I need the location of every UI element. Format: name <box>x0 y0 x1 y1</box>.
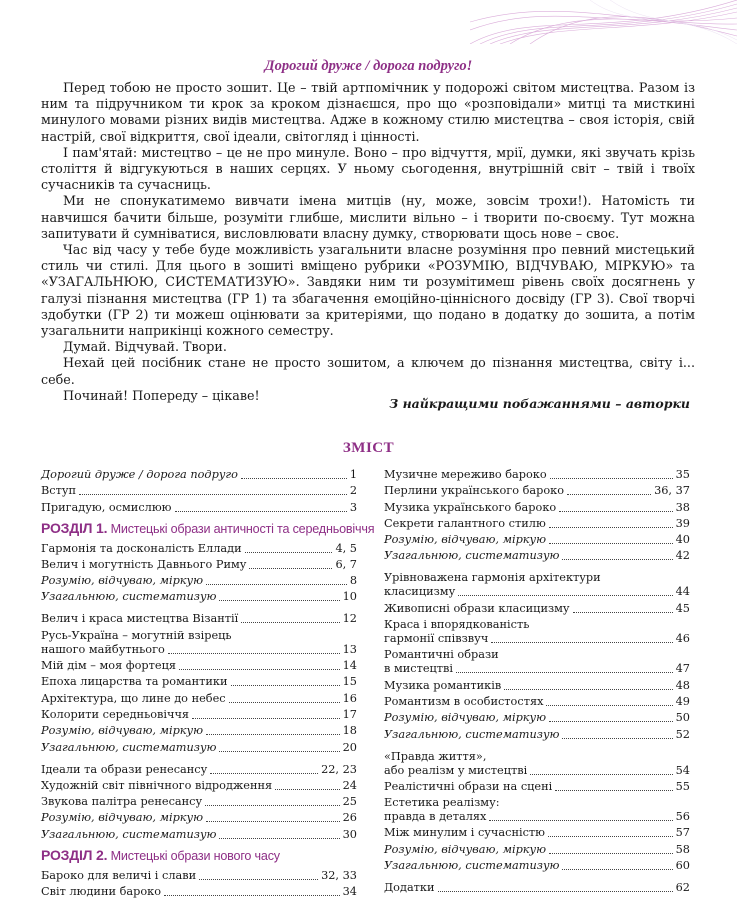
toc-entry-multiline[interactable] <box>384 571 690 599</box>
toc-entry[interactable] <box>41 675 357 689</box>
toc-entry[interactable] <box>384 859 690 873</box>
toc-entry[interactable] <box>384 484 690 498</box>
dot-leader <box>210 773 318 774</box>
toc-entry-page: 48 <box>675 678 690 692</box>
toc-entry-page: 4, 5 <box>335 541 357 555</box>
toc-entry-title: Розумію, відчуваю, міркую <box>41 574 204 588</box>
toc-entry[interactable] <box>41 484 357 498</box>
toc-entry-page: 39 <box>675 516 690 530</box>
toc-group <box>41 542 357 605</box>
toc-entry-title: Музика українського бароко <box>384 500 557 514</box>
toc-entry-page: 38 <box>675 500 690 514</box>
intro-paragraph: Думай. Відчувай. Твори. <box>63 339 227 355</box>
toc-entry-page: 57 <box>675 826 690 840</box>
toc-entry-multiline[interactable] <box>384 750 690 778</box>
toc-entry-title-line1: Урівноважена гармонія архітектури <box>384 571 601 585</box>
toc-group <box>41 659 357 754</box>
toc-entry-title: Велич і краса мистецтва Візантії <box>41 612 239 626</box>
toc-entry-title: Узагальнюю, систематизую <box>41 827 217 841</box>
toc-entry-title: Колорити середньовіччя <box>41 707 190 721</box>
toc-entry[interactable] <box>384 501 690 515</box>
toc-entry-page: 15 <box>342 675 357 689</box>
toc-entry-page: 55 <box>675 779 690 793</box>
toc-entry-page: 8 <box>349 574 357 588</box>
toc-entry-page: 58 <box>675 842 690 856</box>
toc-entry-title: Музика романтиків <box>384 678 502 692</box>
dot-leader <box>458 595 672 596</box>
dot-leader <box>456 672 673 673</box>
toc-entry-title: Мій дім – моя фортеця <box>41 659 176 673</box>
toc-entry-title: Романтизм в особистостях <box>384 694 544 708</box>
toc-entry[interactable] <box>41 885 357 899</box>
toc-entry[interactable] <box>384 549 690 563</box>
toc-entry[interactable] <box>384 695 690 709</box>
dot-leader <box>241 478 347 479</box>
toc-entry-title-line2: правда в деталях <box>384 810 487 824</box>
toc-entry-title: Архітектура, що лине до небес <box>41 691 226 705</box>
toc-entry-title: Пригадую, осмислюю <box>41 500 172 514</box>
toc-entry-title: Перлини українського бароко <box>384 484 565 498</box>
toc-entry-page: 22, 23 <box>321 762 357 776</box>
toc-entry[interactable] <box>41 724 357 738</box>
dot-leader <box>231 685 340 686</box>
toc-group <box>384 881 690 895</box>
toc-entry-title-line2: або реалізм у мистецтві <box>384 763 528 777</box>
toc-left-column <box>41 468 375 901</box>
toc-entry[interactable] <box>41 779 357 793</box>
intro-paragraph: Нехай цей посібник стане не просто зошитом, а ключем до пізнання мистецтва, світу і... себе. <box>41 355 695 387</box>
toc-entry-page: 40 <box>675 533 690 547</box>
dot-leader <box>546 705 672 706</box>
toc-entry[interactable] <box>384 843 690 857</box>
toc-entry-page: 16 <box>342 691 357 705</box>
dot-leader <box>219 838 339 839</box>
toc-entry-title-line1: «Правда життя», <box>384 749 487 763</box>
toc-entry-page: 24 <box>342 778 357 792</box>
dot-leader <box>249 568 332 569</box>
dot-leader <box>549 543 673 544</box>
toc-entry-title: Розумію, відчуваю, міркую <box>384 533 547 547</box>
dot-leader <box>562 869 672 870</box>
toc-entry-title: Вступ <box>41 484 77 498</box>
toc-group <box>41 763 357 842</box>
dot-leader <box>504 689 672 690</box>
dot-leader <box>550 478 673 479</box>
dot-leader <box>205 805 339 806</box>
toc-entry-page: 3 <box>349 500 357 514</box>
toc-entry-title: Світ людини бароко <box>41 885 162 899</box>
dot-leader <box>549 853 673 854</box>
toc-group <box>41 468 357 515</box>
toc-entry-title: Розумію, відчуваю, міркую <box>41 811 204 825</box>
dot-leader <box>438 891 673 892</box>
toc-entry-title: Ідеали та образи ренесансу <box>41 762 208 776</box>
toc-entry-page: 45 <box>675 601 690 615</box>
dot-leader <box>562 738 672 739</box>
toc-entry-page: 47 <box>675 662 690 676</box>
toc-entry-title-line2: в мистецтві <box>384 662 454 676</box>
toc-entry-page: 1 <box>349 468 357 481</box>
toc-entry-page: 60 <box>675 859 690 873</box>
toc-entry-title: Секрети галантного стилю <box>384 516 546 530</box>
toc-entry[interactable] <box>384 711 690 725</box>
toc-entry-multiline[interactable] <box>384 648 690 676</box>
toc-entry-page: 20 <box>342 740 357 754</box>
toc-entry-page: 35 <box>675 468 690 481</box>
dot-leader <box>206 821 340 822</box>
dot-leader <box>199 879 318 880</box>
toc-entry-page: 14 <box>342 659 357 673</box>
toc-entry[interactable] <box>41 558 357 572</box>
toc-entry[interactable] <box>41 574 357 588</box>
toc-group <box>384 468 690 563</box>
toc-entry[interactable] <box>41 795 357 809</box>
section-name: Мистецькі образи античності та середньовіччя <box>110 521 375 536</box>
intro-paragraph: Починай! Попереду – цікаве! <box>63 387 260 403</box>
toc-entry-multiline[interactable] <box>384 796 690 824</box>
greeting-heading: Дорогий друже / дорога подруго! <box>264 58 473 74</box>
toc-entry-title: Узагальнюю, систематизую <box>384 727 560 741</box>
toc-entry-page: 44 <box>675 585 690 599</box>
toc-entry-page: 17 <box>342 707 357 721</box>
toc-entry-page: 13 <box>342 642 357 656</box>
toc-entry-title: Реалістичні образи на сцені <box>384 779 553 793</box>
toc-entry[interactable] <box>384 468 690 482</box>
toc-entry-title: Розумію, відчуваю, міркую <box>384 842 547 856</box>
dot-leader <box>206 734 340 735</box>
section-number: РОЗДІЛ 2. <box>41 846 108 863</box>
intro-paragraph: Час від часу у тебе буде можливість узагальнити власне розуміння про певний мистецький стиль чи стилі. Для цього в зошиті вміщено рубрики «РОЗУМІЮ, ВІДЧУВАЮ, МІРКУЮ» та «УЗАГАЛЬНЮЮ, СИСТЕМАТИЗУЮ». Завдяки ним ти розумітимеш рівень своїх досягнень у галузі пізнання мистецтва (ГР 1) та збагачення емоційно-ціннісного досвіду (ГР 3). Свої творчі здобутки (ГР 2) ти можеш оцінювати за критеріями, що подано в додатку до зошита, а потім узагальнити наприкінці кожного семестру. <box>41 242 695 339</box>
toc-entry-page: 6, 7 <box>335 557 357 571</box>
signoff: З найкращими побажаннями – авторки <box>389 396 690 411</box>
toc-entry-title: Узагальнюю, систематизую <box>384 859 560 873</box>
toc-title: ЗМІСТ <box>342 440 395 456</box>
toc-entry[interactable] <box>41 612 357 626</box>
dot-leader <box>245 552 333 553</box>
toc-group <box>384 602 690 616</box>
toc-entry-title: Узагальнюю, систематизую <box>41 740 217 754</box>
toc-entry[interactable] <box>384 602 690 616</box>
toc-entry-page: 18 <box>342 724 357 738</box>
intro-text <box>41 80 695 404</box>
toc-entry-title: Велич і могутність Давнього Риму <box>41 557 247 571</box>
toc-entry[interactable] <box>41 741 357 755</box>
toc-entry[interactable] <box>41 708 357 722</box>
intro-paragraph: Перед тобою не просто зошит. Це – твій артпомічник у подорожі світом мистецтва. Разом із ним та підручником ти крок за кроком дізнаєшся, про що «розповідали» митці та мисткині минулого мовами різних видів мистецтва. Адже в кожному стилю мистецтва – своя історія, свій настрій, свої відкриття, свої ідеали, світогляд і цінності. <box>41 80 695 144</box>
toc-entry-page: 46 <box>675 632 690 646</box>
dot-leader <box>175 511 347 512</box>
toc-entry-page: 42 <box>675 549 690 563</box>
toc-entry-page: 62 <box>675 881 690 895</box>
toc-entry-page: 12 <box>342 612 357 626</box>
toc-entry-title: Гармонія та досконалість Еллади <box>41 541 242 555</box>
toc-entry[interactable] <box>41 869 357 883</box>
dot-leader <box>219 600 339 601</box>
toc-entry-title-line2: класицизму <box>384 585 456 599</box>
toc-entry-title-line1: Краса і впорядкованість <box>384 618 530 632</box>
toc-entry-title: Узагальнюю, систематизую <box>384 549 560 563</box>
section-number: РОЗДІЛ 1. <box>41 519 108 536</box>
dot-leader <box>530 774 672 775</box>
toc-entry-page: 56 <box>675 810 690 824</box>
toc-entry-title: Епоха лицарства та романтики <box>41 675 228 689</box>
intro-paragraph: Ми не спонукатимемо вивчати імена митців (ну, може, зовсім трохи!). Натомість ти навчишся бачити більше, розуміти глибше, мислити вільно – і творити по-своєму. Тут можна запитувати й сумніватися, висловлювати власну думку, створювати щось нове – своє. <box>41 193 695 241</box>
toc-entry-page: 30 <box>342 827 357 841</box>
toc-entry-title: Музичне мереживо бароко <box>384 468 547 481</box>
toc-entry-multiline[interactable] <box>384 618 690 646</box>
dot-leader <box>206 584 347 585</box>
toc-entry[interactable] <box>384 517 690 531</box>
toc-entry[interactable] <box>41 692 357 706</box>
toc-entry[interactable] <box>41 763 357 777</box>
toc-entry-page: 25 <box>342 795 357 809</box>
toc-entry[interactable] <box>384 826 690 840</box>
toc-entry-page: 32, 33 <box>321 868 357 882</box>
toc-group <box>41 612 357 626</box>
toc-entry-title: Розумію, відчуваю, міркую <box>384 711 547 725</box>
toc-group <box>384 780 690 794</box>
toc-entry[interactable] <box>41 811 357 825</box>
toc-entry-title-line1: Естетика реалізму: <box>384 796 500 810</box>
toc-entry[interactable] <box>384 881 690 895</box>
toc-entry-page: 49 <box>675 694 690 708</box>
toc-entry-title: Узагальнюю, систематизую <box>41 590 217 604</box>
section-heading-2 <box>41 847 357 863</box>
dot-leader <box>241 622 339 623</box>
toc-entry-title-line2: гармонії співзвуч <box>384 632 489 646</box>
toc-entry-title-line1: Русь-Україна – могутній взірець <box>41 628 232 642</box>
dot-leader <box>79 494 347 495</box>
toc-entry[interactable] <box>384 533 690 547</box>
toc-entry[interactable] <box>384 780 690 794</box>
toc-entry-title: Дорогий друже / дорога подруго <box>41 468 238 481</box>
toc-entry[interactable] <box>41 468 357 482</box>
toc-entry[interactable] <box>41 501 357 515</box>
dot-leader <box>164 895 340 896</box>
toc-entry-title: Художній світ північного відродження <box>41 778 273 792</box>
toc-entry-title: Бароко для величі і слави <box>41 868 197 882</box>
toc-entry-title: Звукова палітра ренесансу <box>41 795 203 809</box>
dot-leader <box>573 612 673 613</box>
toc-group <box>384 679 690 742</box>
dot-leader <box>275 789 339 790</box>
toc-entry-title: Живописні образи класицизму <box>384 601 570 615</box>
toc-entry-page: 26 <box>342 811 357 825</box>
dot-leader <box>168 653 340 654</box>
dot-leader <box>548 836 673 837</box>
toc-entry-title: Між минулим і сучасністю <box>384 826 546 840</box>
toc-entry-title: Розумію, відчуваю, міркую <box>41 724 204 738</box>
dot-leader <box>549 527 673 528</box>
dot-leader <box>219 751 339 752</box>
section-name: Мистецькі образи нового часу <box>110 848 280 863</box>
intro-paragraph: І пам'ятай: мистецтво – це не про минуле. Воно – про відчуття, мрії, думки, які звучать крізь століття й відгукуються в наших серцях. У ньому сьогодення, внутрішній світ – твій і твоїх сучасників та сучасниць. <box>41 144 695 193</box>
dot-leader <box>229 702 340 703</box>
toc-entry-page: 52 <box>675 727 690 741</box>
dot-leader <box>549 721 673 722</box>
toc-entry-title: Додатки <box>384 881 435 895</box>
toc-entry-page: 50 <box>675 711 690 725</box>
toc-entry-page: 36, 37 <box>654 484 690 498</box>
toc-entry-multiline[interactable] <box>41 629 357 657</box>
toc-group <box>384 826 690 873</box>
toc-entry[interactable] <box>41 590 357 604</box>
dot-leader <box>489 820 672 821</box>
toc-entry[interactable] <box>41 542 357 556</box>
toc-entry[interactable] <box>41 659 357 673</box>
dot-leader <box>555 790 672 791</box>
toc-entry-title-line2: нашого майбутнього <box>41 642 165 656</box>
dot-leader <box>567 494 651 495</box>
toc-entry[interactable] <box>41 828 357 842</box>
toc-entry[interactable] <box>384 679 690 693</box>
toc-entry-page: 10 <box>342 590 357 604</box>
toc-entry-title-line1: Романтичні образи <box>384 648 499 662</box>
dot-leader <box>559 511 672 512</box>
toc-entry-page: 2 <box>349 484 357 498</box>
toc-group <box>41 869 357 899</box>
dot-leader <box>179 669 340 670</box>
toc-right-column <box>384 468 690 897</box>
dot-leader <box>491 642 672 643</box>
toc-entry-page: 54 <box>675 763 690 777</box>
section-heading-1 <box>41 519 375 536</box>
toc-entry[interactable] <box>384 728 690 742</box>
dot-leader <box>562 559 672 560</box>
toc-entry-page: 34 <box>342 885 357 899</box>
decorative-wave-lines <box>470 0 737 44</box>
dot-leader <box>192 718 340 719</box>
